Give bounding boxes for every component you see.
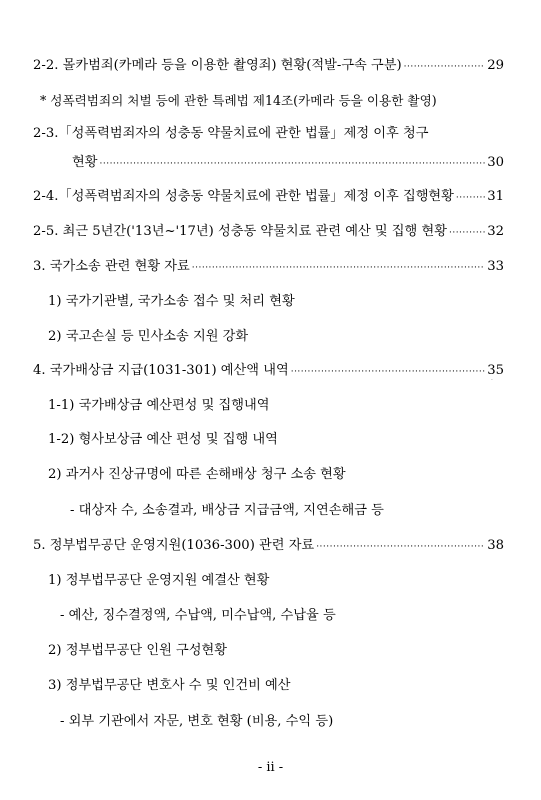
toc-entry-2-3[interactable]: 2-3.「성폭력범죄자의 성충동 약물치료에 관한 법률」제정 이후 청구 bbox=[33, 126, 429, 141]
toc-entry-title: 4. 국가배상금 지급(1031-301) 예산액 내역 bbox=[33, 363, 289, 378]
page-number-footer: - ii - bbox=[257, 760, 284, 775]
toc-leader-dots bbox=[404, 58, 486, 76]
toc-entry-title: 2-2. 몰카범죄(카메라 등을 이용한 촬영죄) 현황(적발-구속 구분) bbox=[33, 58, 402, 73]
toc-page-number: 33 bbox=[487, 259, 504, 274]
toc-page-number: 29 bbox=[487, 58, 504, 73]
toc-detail: - 예산, 징수결정액, 수납액, 미수납액, 수납율 등 bbox=[60, 608, 336, 623]
toc-entry-title: 현황 bbox=[72, 155, 98, 170]
toc-leader-dots bbox=[291, 363, 486, 381]
toc-leader-dots bbox=[449, 224, 485, 242]
toc-entry-2-4[interactable] bbox=[33, 188, 504, 207]
toc-entry-4[interactable] bbox=[33, 362, 504, 381]
toc-entry-5[interactable] bbox=[33, 537, 504, 556]
toc-entry-3[interactable] bbox=[33, 258, 504, 277]
toc-entry-title: 2-5. 최근 5년간('13년~'17년) 성충동 약물치료 관련 예산 및 집행 현황 bbox=[33, 224, 447, 239]
toc-leader-dots bbox=[192, 259, 485, 277]
toc-leader-dots bbox=[99, 155, 485, 173]
toc-subitem[interactable]: 2) 과거사 진상규명에 따른 손해배상 청구 소송 현황 bbox=[48, 467, 346, 482]
toc-page-number: 35 bbox=[487, 363, 504, 378]
toc-page-number: 31 bbox=[487, 189, 504, 204]
toc-subitem[interactable]: 1-1) 국가배상금 예산편성 및 집행내역 bbox=[48, 398, 270, 413]
toc-entry-title: 3. 국가소송 관련 현황 자료 bbox=[33, 259, 190, 274]
toc-page-number: 38 bbox=[487, 538, 504, 553]
toc-entry-2-3-continued[interactable] bbox=[72, 154, 504, 173]
toc-entry-title: 2-4.「성폭력범죄자의 성충동 약물치료에 관한 법률」제정 이후 집행현황 bbox=[33, 189, 454, 204]
toc-subitem[interactable]: 1) 국가기관별, 국가소송 접수 및 처리 현황 bbox=[48, 294, 295, 309]
toc-subitem[interactable]: 1) 정부법무공단 운영지원 예결산 현황 bbox=[48, 573, 270, 588]
stray-mark: · bbox=[491, 377, 493, 384]
toc-subitem[interactable]: 2) 국고손실 등 민사소송 지원 강화 bbox=[48, 329, 249, 344]
toc-entry-title: 5. 정부법무공단 운영지원(1036-300) 관련 자료 bbox=[33, 538, 315, 553]
toc-leader-dots bbox=[316, 538, 485, 556]
toc-note: * 성폭력범죄의 처벌 등에 관한 특례법 제14조(카메라 등을 이용한 촬영) bbox=[40, 93, 437, 108]
toc-detail: - 외부 기관에서 자문, 변호 현황 (비용, 수익 등) bbox=[60, 714, 334, 729]
toc-entry-2-5[interactable] bbox=[33, 223, 504, 242]
toc-subitem[interactable]: 3) 정부법무공단 변호사 수 및 인건비 예산 bbox=[48, 678, 291, 693]
toc-page-number: 30 bbox=[487, 155, 504, 170]
toc-detail: - 대상자 수, 소송결과, 배상금 지급금액, 지연손해금 등 bbox=[70, 503, 384, 518]
toc-page-number: 32 bbox=[487, 224, 504, 239]
toc-subitem[interactable]: 2) 정부법무공단 인원 구성현황 bbox=[48, 643, 227, 658]
toc-leader-dots bbox=[456, 189, 485, 207]
toc-subitem[interactable]: 1-2) 형사보상금 예산 편성 및 집행 내역 bbox=[48, 432, 278, 447]
toc-entry-2-2[interactable] bbox=[33, 57, 504, 76]
